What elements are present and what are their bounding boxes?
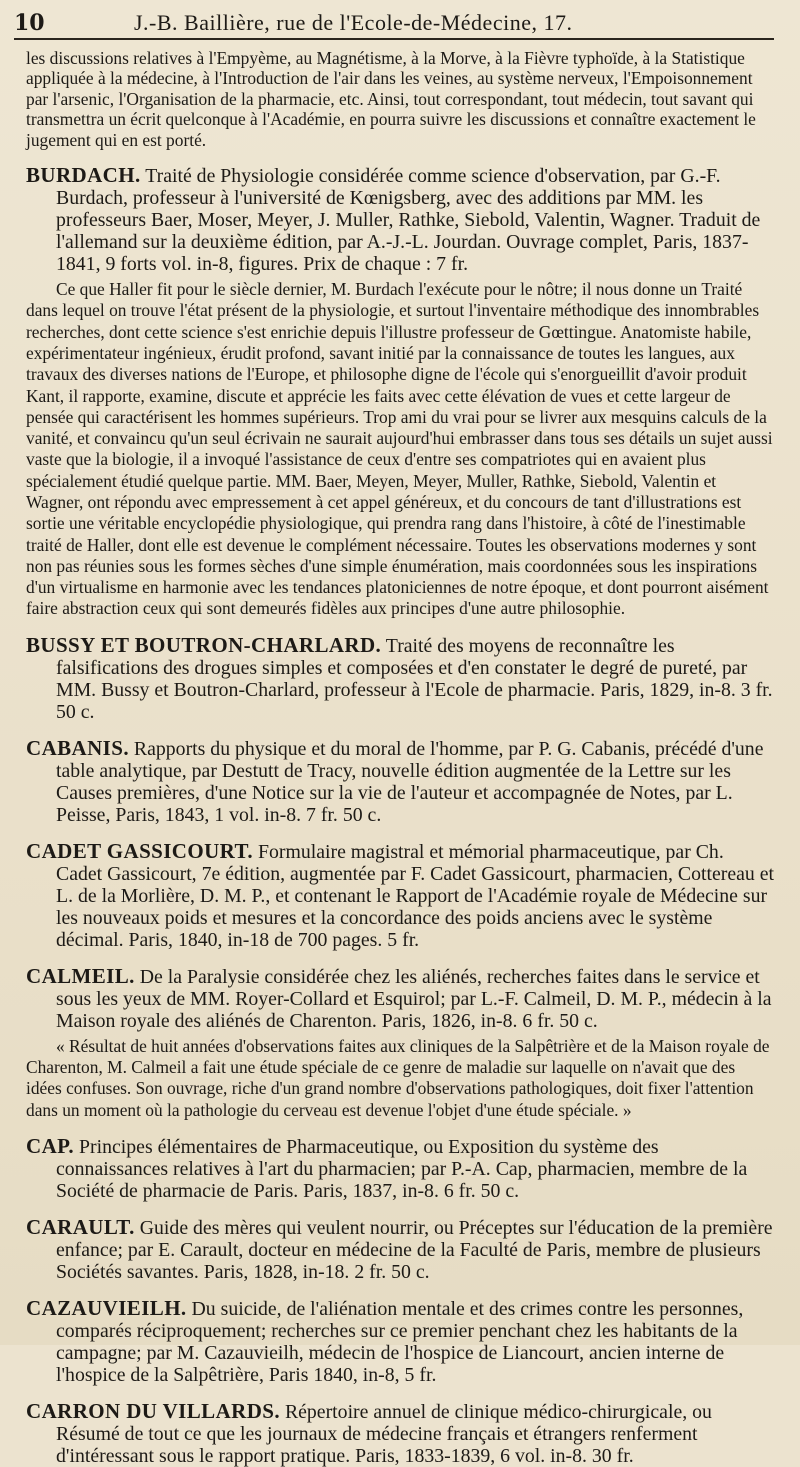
catalogue-entry [26,1135,774,1202]
entry-main-text [26,840,774,951]
running-title: J.-B. Baillière, rue de l'Ecole-de-Médecine, 17. [134,10,573,35]
running-head [14,10,774,40]
entry-note: « Résultat de huit années d'observations faites aux cliniques de la Salpêtrière et de la Maison royale de Charenton, M. Calmeil a fait une étude spéciale de ce genre de maladie sur laquelle on n'avait que des idées confuses. Son ouvrage, riche d'un grand nombre d'observations pathologiques, doit fixer l'attention dans un moment où la pathologie du cerveau est devenue l'objet d'une étude spéciale. » [26,1035,770,1120]
entry-headword: CALMEIL. [26,963,135,988]
entry-main-text [26,164,774,275]
entry-headword: CAZAUVIEILH. [26,1295,187,1320]
entry-main-text [26,1216,774,1283]
entry-description: Guide des mères qui veulent nourrir, ou Préceptes sur l'éducation de la première enfance; par E. Carault, docteur en médecine de la Faculté de Paris, membre de plusieurs Sociétés savantes. Paris, 1828, in-18. 2 fr. 50 c. [56,1216,773,1283]
entry-description: Principes élémentaires de Pharmaceutique, ou Exposition du système des connaissances relatives à l'art du pharmacien; par P.-A. Cap, pharmacien, membre de la Société de pharmacie de Paris. Paris, 1837, in-8. 6 fr. 50 c. [56,1135,748,1202]
catalogue-entry [26,737,774,826]
entry-headword: BUSSY ET BOUTRON-CHARLARD. [26,632,382,657]
entry-main-text [26,1135,774,1202]
entry-headword: CARAULT. [26,1214,135,1239]
entry-description: Traité des moyens de reconnaître les falsifications des drogues simples et composées et d'en constater le degré de pureté, par MM. Bussy et Boutron-Charlard, professeur à l'Ecole de pharmacie. Paris, 1829, in-8. 3 fr. 50 c. [56,634,773,723]
entry-main-text [26,1400,774,1467]
entry-description: Du suicide, de l'aliénation mentale et des crimes contre les personnes, comparés réciproquement; recherches sur ce premier penchant chez les habitants de la campagne; par M. Cazauvieilh, médecin de l'hospice de Liancourt, ancien interne de l'hospice de la Salpêtrière, Paris 1840, in-8, 5 fr. [56,1297,744,1386]
entry-description: Répertoire annuel de clinique médico-chirurgicale, ou Résumé de tout ce que les journaux de médecine français et étrangers renferment d'intéressant sous le rapport pratique. Paris, 1833-1839, 6 vol. in-8. 30 fr. [56,1400,712,1467]
entry-main-text [26,965,774,1032]
page-number: 10 [14,10,45,36]
entry-headword: BURDACH. [26,163,141,188]
catalogue-entry [26,840,774,951]
entry-main-text [26,737,774,826]
catalogue-entry [26,634,774,723]
entry-note: Ce que Haller fit pour le siècle dernier, M. Burdach l'exécute pour le nôtre; il nous donne un Traité dans lequel on trouve l'état présent de la physiologie, et surtout l'inventaire méthodique des innombrables recherches, dont cette science s'est enrichie depuis l'illustre professeur de Gœttingue. Anatomiste habile, expérimentateur ingénieux, érudit profond, savant initié par la connaissance de toutes les langues, aux travaux des diverses nations de l'Europe, et philosophe digne de l'école qui s'enorgueillit d'avoir produit Kant, il rapporte, examine, discute et apprécie les faits avec cette élévation de vues et cette largeur de pensée qui caractérisent les hommes supérieurs. Trop ami du vrai pour se livrer aux mesquins calculs de la vanité, et convaincu qu'un seul écrivain ne saurait aujourd'hui embrasser dans tous ses détails un sujet aussi vaste que la biologie, il a invoqué l'assistance de ceux d'entre ses compatriotes qui en avaient plus spécialement étudié quelque partie. MM. Baer, Meyen, Meyer, Muller, Rathke, Siebold, Valentin et Wagner, ont répondu avec empressement à cet appel généreux, et du concours de tant d'illustrations est sortie une véritable encyclopédie physiologique, qui prendra rang dans l'histoire, à côté de l'inestimable traité de Haller, dont elle est devenue le complément nécessaire. Toutes les observations modernes y sont non pas réunies sous les formes sèches d'une simple énumération, mais coordonnées sous les inspirations d'un virtualisme en harmonie avec les tendances platoniciennes de notre époque, et dont pourront aisément faire abstraction ceux qui sont demeurés fidèles aux principes d'une autre philosophie. [26,279,773,619]
entry-description: Traité de Physiologie considérée comme science d'observation, par G.-F. Burdach, professeur à l'université de Kœnigsberg, avec des additions par MM. les professeurs Baer, Moser, Meyer, J. Muller, Rathke, Siebold, Valentin, Wagner. Traduit de l'allemand sur la deuxième édition, par A.-J.-L. Jourdan. Ouvrage complet, Paris, 1837-1841, 9 forts vol. in-8, figures. Prix de chaque : 7 fr. [56,165,761,276]
entry-description: De la Paralysie considérée chez les aliénés, recherches faites dans le service et sous les yeux de MM. Royer-Collard et Esquirol; par L.-F. Calmeil, D. M. P., médecin à la Maison royale des aliénés de Charenton. Paris, 1826, in-8. 6 fr. 50 c. [56,965,772,1032]
entry-description: Rapports du physique et du moral de l'homme, par P. G. Cabanis, précédé d'une table analytique, par Destutt de Tracy, nouvelle édition augmentée de la Lettre sur les Causes premières, d'une Notice sur la vie de l'auteur et accompagnée de Notes, par L. Peisse, Paris, 1843, 1 vol. in-8. 7 fr. 50 c. [56,737,764,826]
continuation-text: les discussions relatives à l'Empyème, au Magnétisme, à la Morve, à la Fièvre typhoïde, à la Statistique appliquée à la médecine, à l'Introduction de l'air dans les veines, au système nerveux, l'Empoisonnement par l'arsenic, l'Organisation de la pharmacie, etc. Ainsi, tout correspondant, tout médecin, tout savant qui transmettra un écrit quelconque à l'Académie, en pourra suivre les discussions et connaître exactement le jugement qui en est porté. [26,48,756,150]
catalogue-entries [26,164,774,1467]
entry-headword: CARRON DU VILLARDS. [26,1398,280,1423]
entry-main-text [26,1297,774,1386]
entry-main-text [26,634,774,723]
entry-description: Formulaire magistral et mémorial pharmaceutique, par Ch. Cadet Gassicourt, 7e édition, augmentée par F. Cadet Gassicourt, pharmacien, Cottereau et L. de la Morlière, D. M. P., et contenant le Rapport de l'Académie royale de Médecine sur les nouveaux poids et mesures et la concordance des poids anciens avec le système décimal. Paris, 1840, in-18 de 700 pages. 5 fr. [56,840,774,951]
catalogue-entry [26,1297,774,1386]
entry-headword: CAP. [26,1133,75,1158]
entry-headword: CADET GASSICOURT. [26,838,254,863]
entry-headword: CABANIS. [26,735,129,760]
catalogue-entry [26,164,774,620]
catalogue-entry [26,1400,774,1467]
catalogue-entry [26,1216,774,1283]
catalogue-entry [26,965,774,1121]
